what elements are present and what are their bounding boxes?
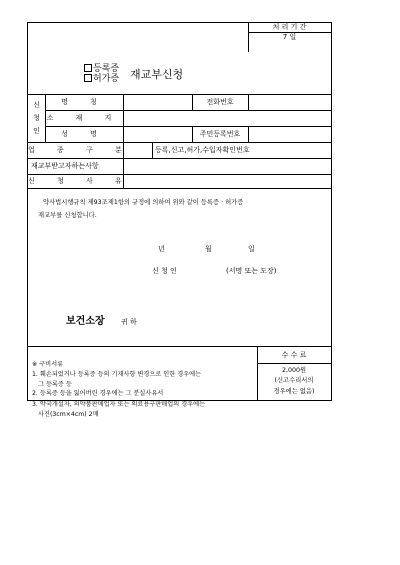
phone-label: 전화번호 <box>206 98 234 106</box>
document-item: 2. 등록증 등을 잃어버린 경우에는 그 분실사유서 <box>32 390 164 397</box>
fee-note: (신고수리서의 <box>274 377 314 384</box>
person-name-label: 성 명 <box>61 130 107 138</box>
person-name-field[interactable] <box>124 127 191 142</box>
statement-line-1: 약사법시행규칙 제93조제1항의 규정에 의하여 위와 같이 등록증 · 허가증 <box>43 199 244 206</box>
business-type-field[interactable] <box>124 143 151 158</box>
document-item: 3. 약국개설자, 의약품판매업자 또는 의료용구판매업의 경우에는 <box>32 401 206 408</box>
fee-label: 수 수 료 <box>281 351 307 359</box>
reason-label: 신 청 사 유 <box>28 177 132 185</box>
business-name-field[interactable] <box>124 95 191 110</box>
checkbox-registered[interactable] <box>84 64 92 72</box>
resident-id-label: 주민등록번호 <box>199 130 241 138</box>
phone-field[interactable] <box>249 95 331 110</box>
recipient: 보건소장 <box>66 316 105 327</box>
option-registered[interactable]: 등록증 <box>84 64 119 74</box>
date-year: 년 <box>158 245 165 253</box>
document-item: 1. 훼손되었거나 등록증 등의 기재사항 변경으로 인한 경우에는 <box>32 371 202 378</box>
reissue-matter-label: 재교부받고자하는사항 <box>31 162 99 170</box>
form-title: 재교부신청 <box>130 68 184 81</box>
business-type-label: 업 종 구 분 <box>28 146 132 154</box>
statement-line-2: 재교부를 신청합니다. <box>38 212 97 219</box>
address-field[interactable] <box>124 111 331 126</box>
option-permit[interactable]: 허가증 <box>84 74 119 84</box>
signature-placeholder: (서명 또는 도장) <box>226 267 277 275</box>
reason-field[interactable] <box>124 175 331 188</box>
checkbox-permit[interactable] <box>84 74 92 82</box>
documents-heading: ※ 구비서류 <box>32 361 64 368</box>
address-label: 소 재 지 <box>46 114 122 122</box>
business-name-label: 명 칭 <box>61 98 107 106</box>
date-day: 일 <box>248 245 255 253</box>
fee-note: 경우에는 없음) <box>273 388 315 395</box>
applicant-group-label: 신 청 인 <box>33 101 40 135</box>
document-item: 사진(3cm×4cm) 2매 <box>38 411 99 418</box>
recipient-honorific: 귀 하 <box>121 318 137 326</box>
license-number-label: 등록,신고,허가,수입자확인번호 <box>155 146 250 154</box>
fee-amount: 2,000원 <box>281 367 307 374</box>
date-month: 월 <box>205 245 212 253</box>
applicant-signature-label: 신 청 인 <box>152 267 177 275</box>
reissue-matter-field[interactable] <box>124 159 331 174</box>
processing-period-value: 7 일 <box>282 33 297 41</box>
document-item: 그 등록증 등 <box>38 381 72 388</box>
processing-period-label: 처 리 기 간 <box>272 23 307 31</box>
certificate-type-options <box>84 64 119 84</box>
resident-id-field[interactable] <box>249 127 331 142</box>
application-form <box>27 22 332 418</box>
